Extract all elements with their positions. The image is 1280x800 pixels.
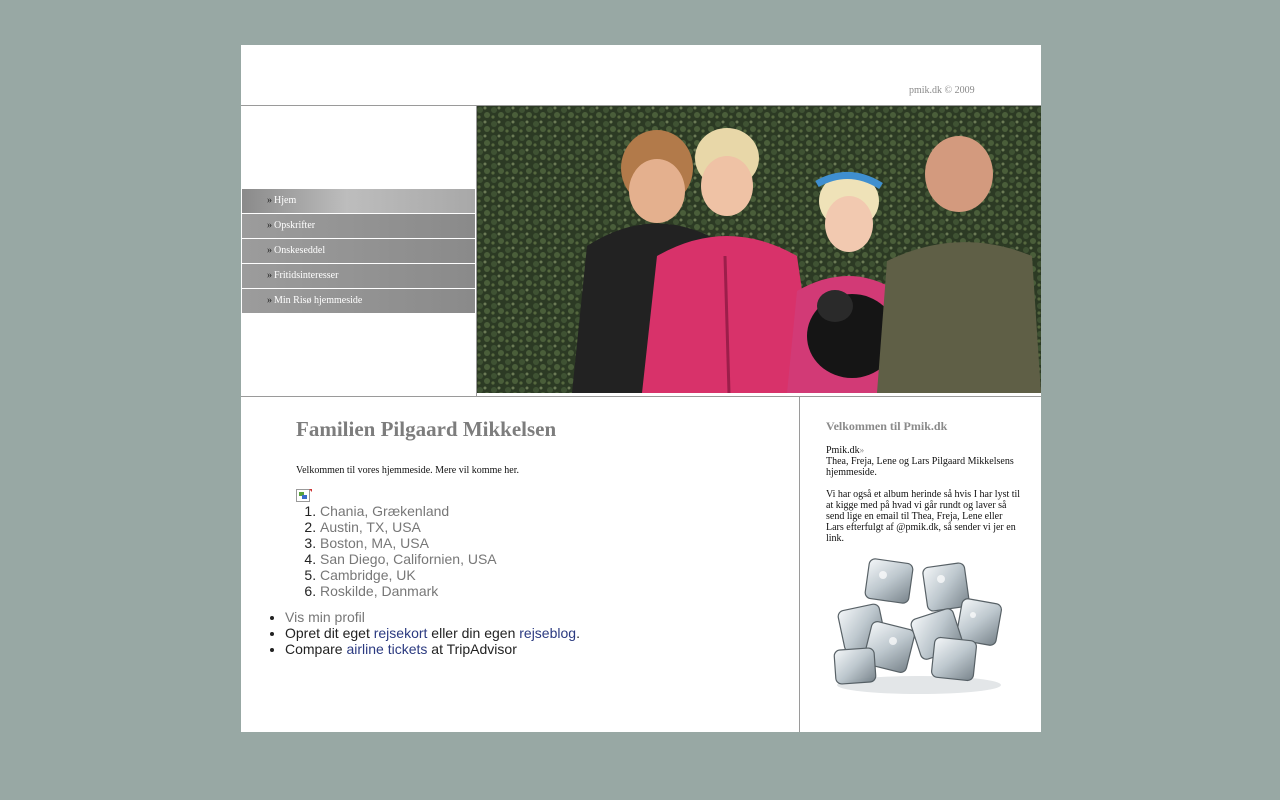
nav-label: Opskrifter (274, 220, 316, 231)
airline-tickets-link[interactable]: airline tickets (346, 641, 428, 657)
main-nav (242, 189, 475, 314)
list-item (320, 567, 497, 583)
main-content (241, 397, 799, 732)
tripadvisor-links (269, 609, 580, 657)
rejsekort-link[interactable]: rejsekort (373, 625, 428, 641)
list-item (285, 641, 580, 657)
nav-label: Fritidsinteresser (274, 270, 339, 281)
place-link[interactable]: Austin, TX, USA (320, 519, 421, 535)
sidebar-text (826, 445, 1022, 544)
nav-arrow: » (267, 220, 272, 231)
nav-arrow: » (267, 270, 272, 281)
list-item (320, 551, 497, 567)
place-link[interactable]: Boston, MA, USA (320, 535, 429, 551)
list-item (320, 503, 497, 519)
raquo-glyph: » (859, 445, 865, 455)
site-name: Pmik.dk (826, 445, 860, 456)
places-list (296, 503, 497, 599)
site-name-line (826, 445, 1022, 456)
welcome-text: Velkommen til vores hjemmeside. Mere vil komme her. (296, 465, 520, 476)
nav-arrow: » (267, 295, 272, 306)
compare-suffix-text: at TripAdvisor (427, 641, 517, 657)
page-title: Familien Pilgaard Mikkelsen (296, 417, 557, 441)
create-suffix-text: . (576, 625, 580, 641)
ice-cubes-image (833, 557, 1005, 695)
nav-item-hjem[interactable] (242, 189, 475, 213)
family-photo-illustration (477, 106, 1041, 393)
view-profile-link[interactable]: Vis min profil (285, 609, 365, 625)
nav-arrow: » (267, 195, 272, 206)
create-prefix-text: Opret dit eget (285, 625, 374, 641)
nav-item-opskrifter[interactable] (242, 214, 475, 238)
nav-column (241, 106, 477, 396)
nav-label: Hjem (274, 195, 297, 206)
page-container (241, 45, 1041, 732)
header (241, 45, 1041, 106)
compare-prefix-text: Compare (285, 641, 347, 657)
album-text: Vi har også et album herinde så hvis I har lyst til at kigge med på hvad vi går rundt og laver så send lige en email til Thea, Freja, Lene eller Lars efterfulgt af @pmik.dk, så sender vi jer en link. (826, 489, 1021, 544)
list-item (320, 519, 497, 535)
place-link[interactable]: Cambridge, UK (320, 567, 416, 583)
nav-label: Min Risø hjemmeside (274, 295, 363, 306)
nav-item-fritidsinteresser[interactable] (242, 264, 475, 288)
family-photo (477, 106, 1041, 393)
list-item (285, 609, 580, 625)
nav-label: Onskeseddel (274, 245, 326, 256)
create-middle-text: eller din egen (427, 625, 520, 641)
place-link[interactable]: San Diego, Californien, USA (320, 551, 497, 567)
nav-arrow: » (267, 245, 272, 256)
broken-image-icon (296, 489, 312, 503)
copyright-text: pmik.dk © 2009 (909, 85, 975, 96)
place-link[interactable]: Chania, Grækenland (320, 503, 450, 519)
sidebar-title: Velkommen til Pmik.dk (826, 419, 948, 433)
intro-text: Thea, Freja, Lene og Lars Pilgaard Mikkelsens hjemmeside. (826, 456, 1014, 478)
list-item (320, 583, 497, 599)
nav-item-onskeseddel[interactable] (242, 239, 475, 263)
nav-item-riso[interactable] (242, 289, 475, 313)
place-link[interactable]: Roskilde, Danmark (320, 583, 439, 599)
list-item (285, 625, 580, 641)
list-item (320, 535, 497, 551)
rejseblog-link[interactable]: rejseblog (519, 625, 577, 641)
sidebar (800, 397, 1041, 732)
